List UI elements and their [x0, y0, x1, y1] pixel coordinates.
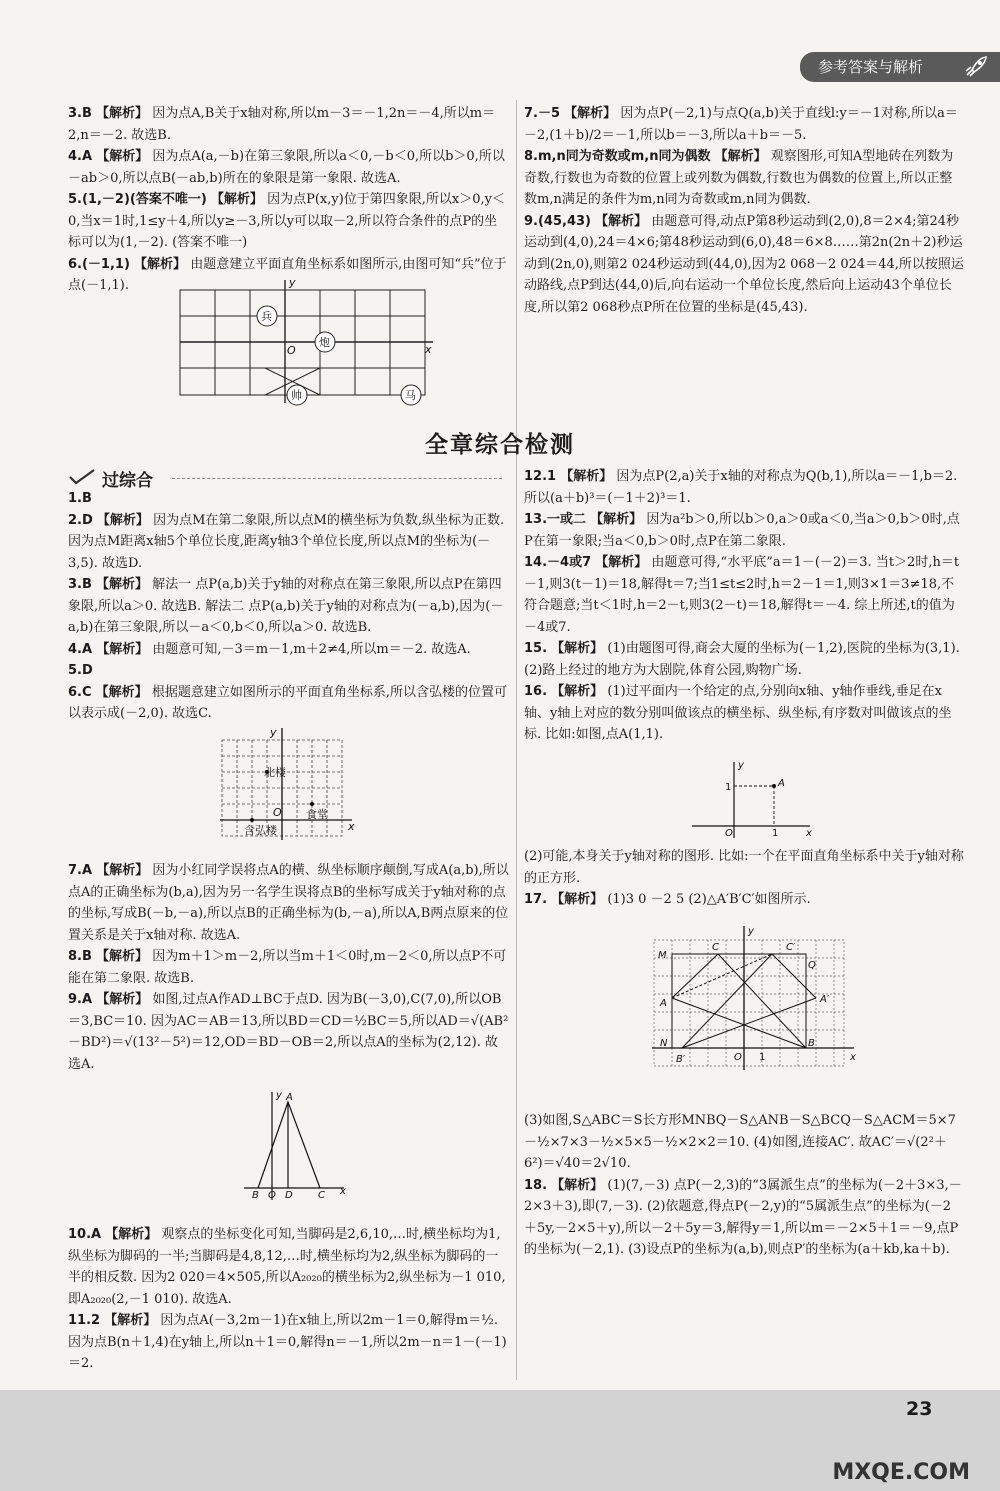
- point-c-label: C: [712, 942, 719, 953]
- pao-label: 炮: [319, 336, 330, 349]
- right-bottom-column-3: [524, 1110, 964, 1261]
- answer-item: 14.－4或7 【解析】 由题意可得,“水平底”a＝1－(－2)＝3. 当t＞2时,h＝t－1,则3(t－1)＝18,解得t＝7;当1≤t≤2时,h＝2－1＝1,则3×1＝3≠18,不符合题意;当t＜1时,h＝2－t,则3(2－t)＝18,解得t＝－4. 综上所述,t的值为－4或7.: [524, 555, 960, 635]
- vertex-c-label: C: [318, 1190, 325, 1201]
- triangle-figure: [240, 1090, 350, 1202]
- column-divider: [516, 100, 517, 1380]
- answer-item: 18. 【解析】 (1)(7,－3) 点P(－2,3)的“3属派生点”的坐标为(－2＋3×3,－2×3＋3),即(7,－3). (2)依题意,得点P(－2,y)的“5属派生点”的坐标为(－2＋5y,－2×5＋y),所以－2＋5y＝3,解得y＝1,所以m＝－2×5＋1＝－9,点P的坐标为(－2,1). (3)设点P的坐标为(a,b),则点P′的坐标为(a＋kb,ka＋b).: [524, 1177, 962, 1257]
- point-a-label: A: [660, 998, 667, 1009]
- check-decoration-icon: [68, 468, 98, 486]
- left-top-column: [68, 103, 510, 297]
- hanhonglou-label: 含弘楼: [244, 824, 277, 837]
- vertex-b-label: B: [252, 1190, 259, 1201]
- ma-label: 马: [405, 389, 416, 402]
- answer-item: (2)可能,本身关于y轴对称的图形. 比如:一个在平面直角坐标系中关于y轴对称的正方形.: [524, 849, 964, 886]
- answer-item: 9.A 【解析】 如图,过点A作AD⊥BC于点D. 因为B(－3,0),C(7,0),所以OB＝3,BC＝10. 因为AC＝AB＝13,所以BD＝CD＝½BC＝5,所以AD＝√(AB²－BD²)＝√(13²－5²)＝12,OD＝BD－OB＝2,所以点A的坐标为(2,12). 故选A.: [68, 992, 509, 1072]
- answer-item: (3)如图,S△ABC＝S长方形MNBQ－S△ANB－S△BCQ－S△ACM＝5×7－½×7×3－½×5×5－½×2×2＝10. (4)如图,连接AC′. 故AC′＝√(2²＋6²)＝√40＝2√10.: [524, 1113, 956, 1171]
- vertex-a-label: A: [286, 1092, 293, 1103]
- origin-label: O: [734, 1052, 742, 1063]
- answer-item: 2.D 【解析】 因为点M在第二象限,所以点M的横坐标为负数,纵坐标为正数. 因为点M距离x轴5个单位长度,距离y轴3个单位长度,所以点M的坐标为(－3,5). 故选D.: [68, 512, 505, 571]
- answer-item: 11.2 【解析】 因为点A(－3,2m－1)在x轴上,所以2m－1＝0,解得m＝½. 因为点B(n＋1,4)在y轴上,所以n＋1＝0,解得n＝－1,所以2m－n＝1－(－1)＝2.: [68, 1313, 507, 1371]
- right-top-column: [524, 103, 964, 318]
- left-bottom-column-3: [68, 1224, 510, 1375]
- answer-item: 7.－5 【解析】 因为点P(－2,1)与点Q(a,b)关于直线l:y＝－1对称,所以a＝－2,(1＋b)/2＝－1,所以b＝－3,所以a＋b＝－5.: [524, 106, 958, 143]
- answer-item: 4.A 【解析】 由题意可知,－3＝m－1,m＋2≠4,所以m＝－2. 故选A.: [68, 641, 471, 657]
- right-bottom-column-2: [524, 846, 964, 911]
- point-c-prime-label: C′: [786, 942, 796, 953]
- answer-item: 7.A 【解析】 因为小红同学误将点A的横、纵坐标顺序颠倒,写成A(a,b),所以点A的正确坐标为(b,a),因为另一名学生误将点B的坐标写成关于y轴对称的点的坐标,写成B(－b,－a),所以点B的正确坐标为(b,－a),所以A,B两点原来的位置关系是关于x轴对称. 故选A.: [68, 863, 509, 943]
- answer-item: 3.B 【解析】 解法一 点P(a,b)关于y轴的对称点在第三象限,所以点P在第四象限,所以a＞0. 故选B. 解法二 点P(a,b)关于y轴的对称点为(－a,b),因为(－a,b)在第三象限,所以－a＜0,b＜0,所以a＞0. 故选B.: [68, 577, 504, 635]
- y-axis-label: y: [289, 278, 296, 289]
- left-bottom-column: [68, 488, 510, 725]
- y-axis-label: y: [748, 926, 754, 937]
- beilou-label: 北楼: [264, 766, 286, 779]
- point-b-prime-label: B′: [676, 1054, 686, 1065]
- answer-item: 17. 【解析】 (1)3 0 －2 5 (2)△A′B′C′如图所示.: [524, 892, 811, 907]
- x-axis-label: x: [340, 1186, 346, 1197]
- sub-title-bar: [68, 466, 508, 491]
- y-one-label: 1: [725, 782, 732, 793]
- origin-label: O: [273, 806, 282, 819]
- origin-label: O: [725, 828, 733, 839]
- x-axis-label: x: [348, 820, 355, 833]
- bing-label: 兵: [261, 310, 272, 323]
- answer-item: 4.A 【解析】 因为点A(a,－b)在第三象限,所以a＜0,－b＜0,所以b＞0,所以－ab＞0,所以点B(－ab,b)所在的象限是第一象限. 故选A.: [68, 149, 505, 186]
- x-axis-label: x: [425, 343, 432, 356]
- origin-label: O: [268, 1190, 276, 1201]
- answer-item: 5.(1,－2)(答案不唯一) 【解析】 因为点P(x,y)位于第四象限,所以x＞0,y＜0,当x＝1时,1≤y＋4,所以y≥－3,所以y可以取－2,所以符合条件的点P的坐标可以为(1,－2). (答案不唯一): [68, 192, 505, 250]
- point-q-label: Q: [808, 960, 816, 971]
- point-a-label: A: [778, 778, 785, 789]
- answer-item: 12.1 【解析】 因为点P(2,a)关于x轴的对称点为Q(b,1),所以a＝－1,b＝2. 所以(a＋b)³＝(－1＋2)³＝1.: [524, 469, 958, 506]
- answer-item: 5.D: [68, 663, 93, 678]
- answer-item: 16. 【解析】 (1)过平面内一个给定的点,分别向x轴、y轴作垂线,垂足在x轴、y轴上对应的数分别叫做该点的横坐标、纵坐标,有序数对叫做该点的坐标. 比如:如图,点A(1,1).: [524, 684, 952, 742]
- point-n-label: N: [660, 1038, 668, 1049]
- y-axis-label: y: [738, 760, 744, 771]
- right-bottom-column: [524, 466, 964, 746]
- answer-item: 10.A 【解析】 观察点的坐标变化可知,当脚码是2,6,10,…时,横坐标均为1,纵坐标为脚码的一半;当脚码是4,8,12,…时,横坐标均为2,纵坐标为脚码的一半的相反数. 因为2 020＝4×505,所以A₂₀₂₀的横坐标为2,纵坐标为－1 010,即A₂₀₂₀(2,－1 010). 故选A.: [68, 1227, 506, 1307]
- answer-item: 8.m,n同为奇数或m,n同为偶数 【解析】 观察图形,可知A型地砖在列数为奇数,行数也为奇数的位置上或列数为偶数,行数也为偶数的位置上,所以正整数m,n满足的条件为m,n同为奇数或m,n同为偶数.: [524, 149, 954, 207]
- left-bottom-column-2: [68, 860, 510, 1075]
- grid-triangle-figure: [650, 924, 860, 1072]
- one-label: 1: [759, 1052, 766, 1063]
- answer-item: 15. 【解析】 (1)由题图可得,商会大厦的坐标为(－1,2),医院的坐标为(3,1). (2)路上经过的地方为大剧院,体育公园,购物广场.: [524, 641, 960, 678]
- point-a-prime-label: A′: [820, 994, 830, 1005]
- answer-item: 9.(45,43) 【解析】 由题意可得,动点P第8秒运动到(2,0),8＝2×4;第24秒运动到(4,0),24＝4×6;第48秒运动到(6,0),48＝6×8……第2n(2n＋2)秒运动到(2n,0),则第2 024秒运动到(44,0),因为2 068－2 024＝44,所以按照运动路线,点P到达(44,0)后,向右运动一个单位长度,然后向上运动43个单位长度,所以第2 068秒点P所在位置的坐标是(45,43).: [524, 213, 964, 315]
- answer-item: 6.C 【解析】 根据题意建立如图所示的平面直角坐标系,所以含弘楼的位置可以表示成(－2,0). 故选C.: [68, 684, 507, 721]
- point-b-label: B: [808, 1038, 815, 1049]
- answer-item: 6.(－1,1) 【解析】 由题意建立平面直角坐标系如图所示,由图可知“兵”位于点(－1,1).: [68, 256, 507, 293]
- point-m-label: M: [658, 950, 667, 961]
- answer-item: 1.B: [68, 491, 92, 506]
- x-axis-label: x: [806, 828, 812, 839]
- y-axis-label: y: [276, 1090, 282, 1101]
- point-a-figure: [688, 760, 818, 840]
- watermark: MXQE.COM: [832, 1460, 970, 1485]
- origin-label: O: [287, 344, 296, 357]
- answer-item: 8.B 【解析】 因为m＋1＞m－2,所以当m＋1＜0时,m－2＜0,所以点P不可能在第二象限. 故选B.: [68, 949, 507, 986]
- header-tab: [800, 52, 1000, 82]
- y-axis-label: y: [270, 726, 277, 739]
- point-d-label: D: [285, 1190, 293, 1201]
- campus-map-figure: [218, 726, 358, 842]
- answer-item: 3.B 【解析】 因为点A,B关于x轴对称,所以m－3＝－1,2n＝－4,所以m＝2,n＝－2. 故选B.: [68, 106, 496, 143]
- header-title: 参考答案与解析: [818, 58, 924, 76]
- x-axis-label: x: [850, 1052, 856, 1063]
- x-one-label: 1: [772, 828, 779, 839]
- sub-title: 过综合: [102, 471, 153, 491]
- shuai-label: 帅: [291, 389, 302, 402]
- page-number: 23: [906, 1398, 933, 1420]
- rocket-icon: [964, 56, 988, 78]
- shitang-label: 食堂: [306, 808, 328, 821]
- answer-item: 13.一或二 【解析】 因为a²b＞0,所以b＞0,a＞0或a＜0,当a＞0,b＞0时,点P在第一象限;当a＜0,b＞0时,点P在第二象限.: [524, 512, 960, 549]
- section-title: 全章综合检测: [425, 432, 575, 458]
- chess-board-figure: [175, 278, 440, 410]
